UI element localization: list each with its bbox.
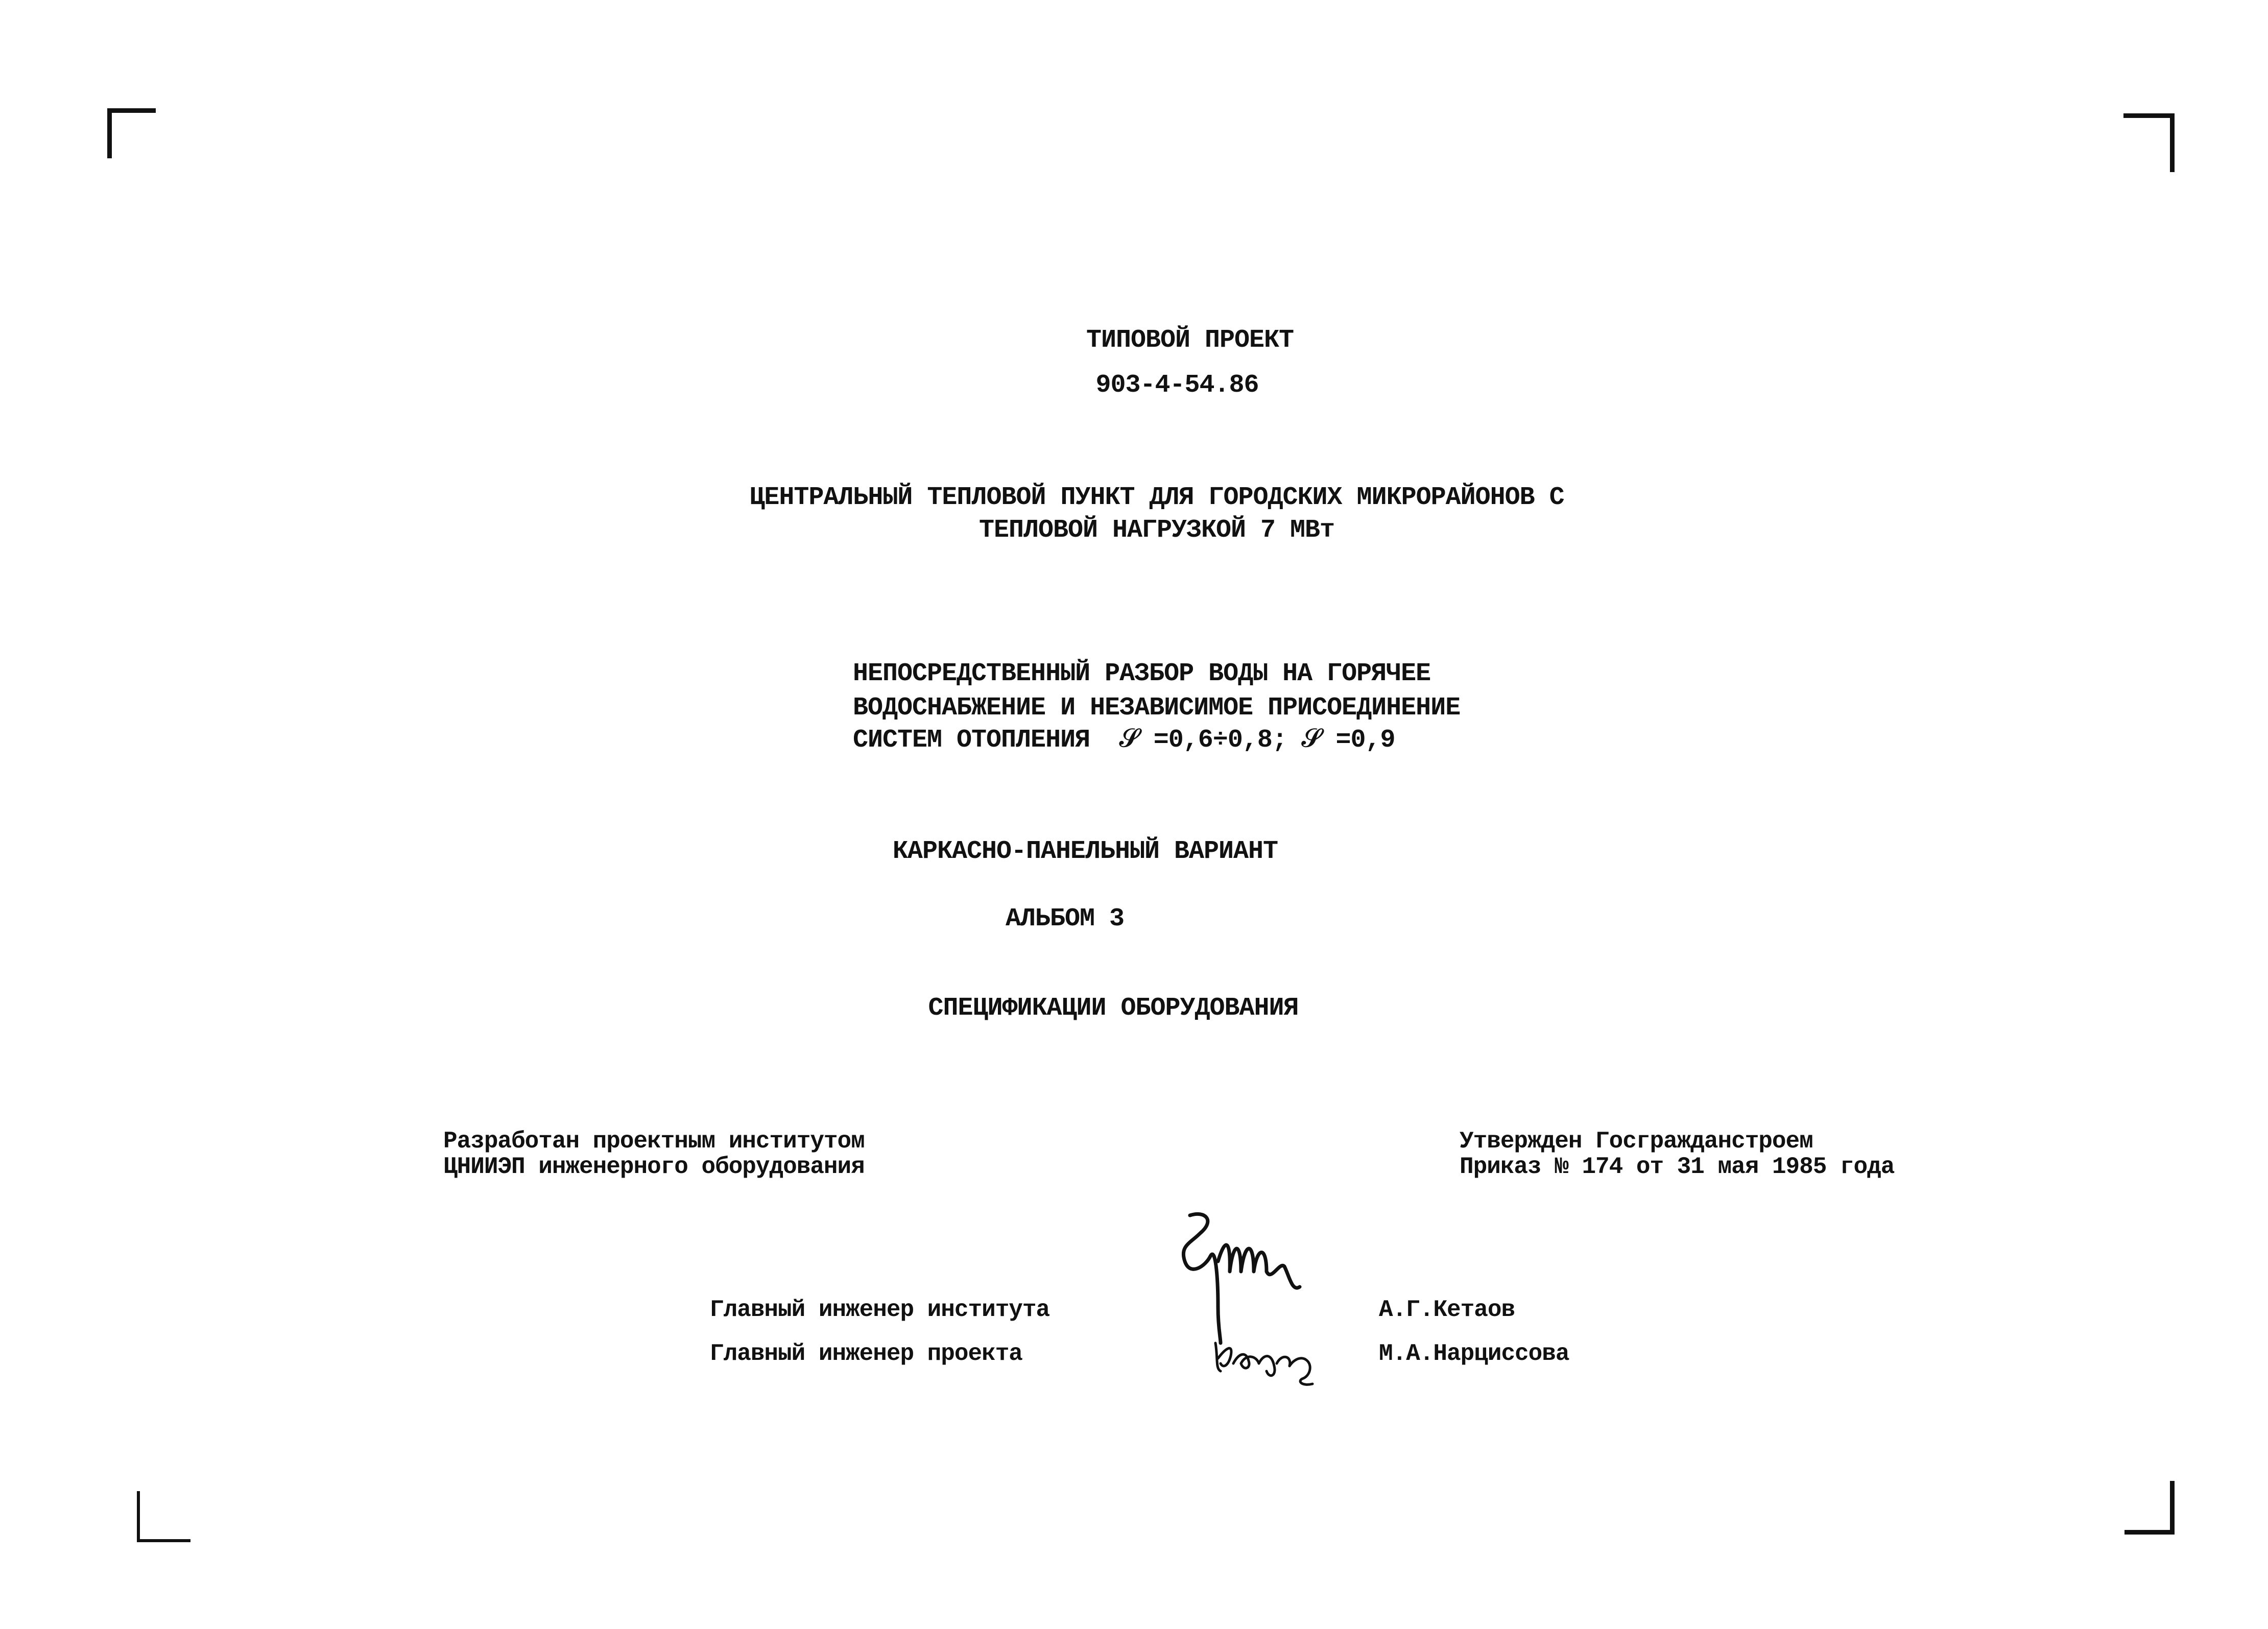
variant: КАРКАСНО-ПАНЕЛЬНЫЙ ВАРИАНТ [892, 837, 1278, 866]
signatory-role-2: Главный инженер проекта [710, 1340, 1022, 1367]
project-type: ТИПОВОЙ ПРОЕКТ [1086, 326, 1294, 355]
corner-mark-bottom-right-h [2124, 1530, 2175, 1535]
signatory-name-2: М.А.Нарциссова [1379, 1340, 1569, 1367]
corner-mark-bottom-right-v [2170, 1481, 2175, 1535]
developer-line-2: ЦНИИЭП инженерного оборудования [443, 1154, 865, 1180]
corner-mark-top-right-h [2123, 113, 2175, 118]
album: АЛЬБОМ 3 [1005, 904, 1125, 933]
approval-line-1: Утвержден Госгражданстроем [1460, 1128, 1813, 1155]
corner-mark-top-left-v [107, 108, 112, 158]
corner-mark-top-left-h [107, 108, 156, 113]
developer-line-1: Разработан проектным институтом [443, 1128, 865, 1155]
approval-line-2: Приказ № 174 от 31 мая 1985 года [1460, 1154, 1895, 1180]
subtitle-line-3: СИСТЕМ ОТОПЛЕНИЯ 𝒮 =0,6÷0,8; 𝒮 =0,9 [853, 726, 1395, 755]
title-line-1: ЦЕНТРАЛЬНЫЙ ТЕПЛОВОЙ ПУНКТ ДЛЯ ГОРОДСКИХ МИКРОРАЙОНОВ С [749, 483, 1564, 512]
section-title: СПЕЦИФИКАЦИИ ОБОРУДОВАНИЯ [928, 994, 1299, 1023]
corner-mark-bottom-left-v [137, 1491, 140, 1542]
project-number: 903-4-54.86 [1095, 371, 1259, 400]
corner-mark-bottom-left-h [137, 1539, 190, 1542]
signatory-name-1: А.Г.Кетаов [1379, 1297, 1515, 1323]
title-line-2: ТЕПЛОВОЙ НАГРУЗКОЙ 7 МВт [978, 516, 1335, 545]
corner-mark-top-right-v [2170, 113, 2175, 172]
subtitle-line-2: ВОДОСНАБЖЕНИЕ И НЕЗАВИСИМОЕ ПРИСОЕДИНЕНИЕ [853, 693, 1461, 723]
subtitle-line-1: НЕПОСРЕДСТВЕННЫЙ РАЗБОР ВОДЫ НА ГОРЯЧЕЕ [853, 659, 1431, 688]
signatory-role-1: Главный инженер института [710, 1297, 1050, 1323]
signature-chief-engineer-project [1205, 1323, 1338, 1394]
